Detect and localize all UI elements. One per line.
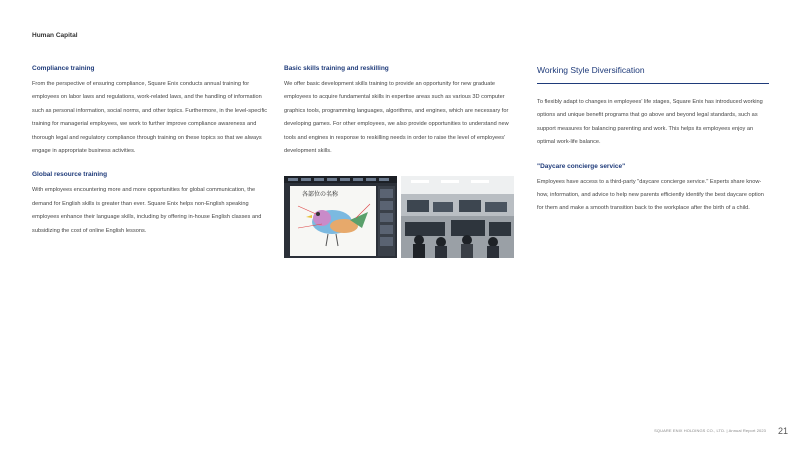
section-label: Human Capital [32, 32, 78, 39]
global-heading: Global resource training [32, 171, 108, 179]
column-left [32, 64, 270, 238]
training-photos [284, 176, 514, 258]
working-style-body: To flexibly adapt to changes in employees' life stages, Square Enix has introduced working options and unique benefit programs that go above and beyond legal standards, such as support measures for balancing parenting and work. This helps its employees enjoy an optimal work-life balance. [537, 99, 763, 146]
classroom-photo [401, 176, 514, 258]
basic-skills-body: We offer basic development skills training to provide an opportunity for new graduate employees to acquire fundamental skills in expertise areas such as various 3D computer graphics tools, programming languages, algorithms, and engines, which are necessary for developing games. For other employees, we also provide opportunities to understand new tools and engines in response to reskilling needs in order to raise the level of employees' development skills. [284, 81, 509, 155]
training-screen-photo [284, 176, 397, 258]
column-right [537, 64, 769, 216]
daycare-body: Employees have access to a third-party "daycare concierge service." Experts share know-how, information, and advice to help new parents efficiently identify the best daycare option for them and make a smooth transition back to the workplace after the birth of a child. [537, 178, 764, 212]
screen-illustration [284, 176, 397, 258]
basic-skills-heading: Basic skills training and reskilling [284, 65, 389, 72]
heading-divider [537, 83, 769, 84]
classroom-illustration [401, 176, 514, 258]
footer-text: SQUARE ENIX HOLDINGS CO., LTD. | Annual Report 2023 [654, 428, 766, 433]
daycare-heading: "Daycare concierge service" [537, 162, 626, 170]
daycare-block [537, 162, 769, 216]
column-middle [284, 64, 522, 158]
compliance-heading: Compliance training [32, 65, 95, 72]
page-number: 21 [777, 426, 788, 436]
working-style-heading: Working Style Diversification [537, 65, 645, 75]
photo1-caption: 各部位の名称 [302, 191, 339, 198]
global-body: With employees encountering more and more opportunities for global communication, the demand for English skills is greater than ever. Square Enix helps non-English speaking employees enhance their language skills, including by offering in-house English classes and subsidizing the cost of online English lessons. [32, 187, 262, 234]
compliance-body: From the perspective of ensuring compliance, Square Enix conducts annual training for employees on labor laws and regulations, work-related laws, and the handling of information such as personal information, social norms, and other topics. Furthermore, in the level-specific training for managerial employees, we work to further improve compliance awareness and thorough legal and regulatory compliance through training on these topics so that we always engage in appropriate business activities. [32, 81, 268, 155]
global-block [32, 170, 270, 238]
